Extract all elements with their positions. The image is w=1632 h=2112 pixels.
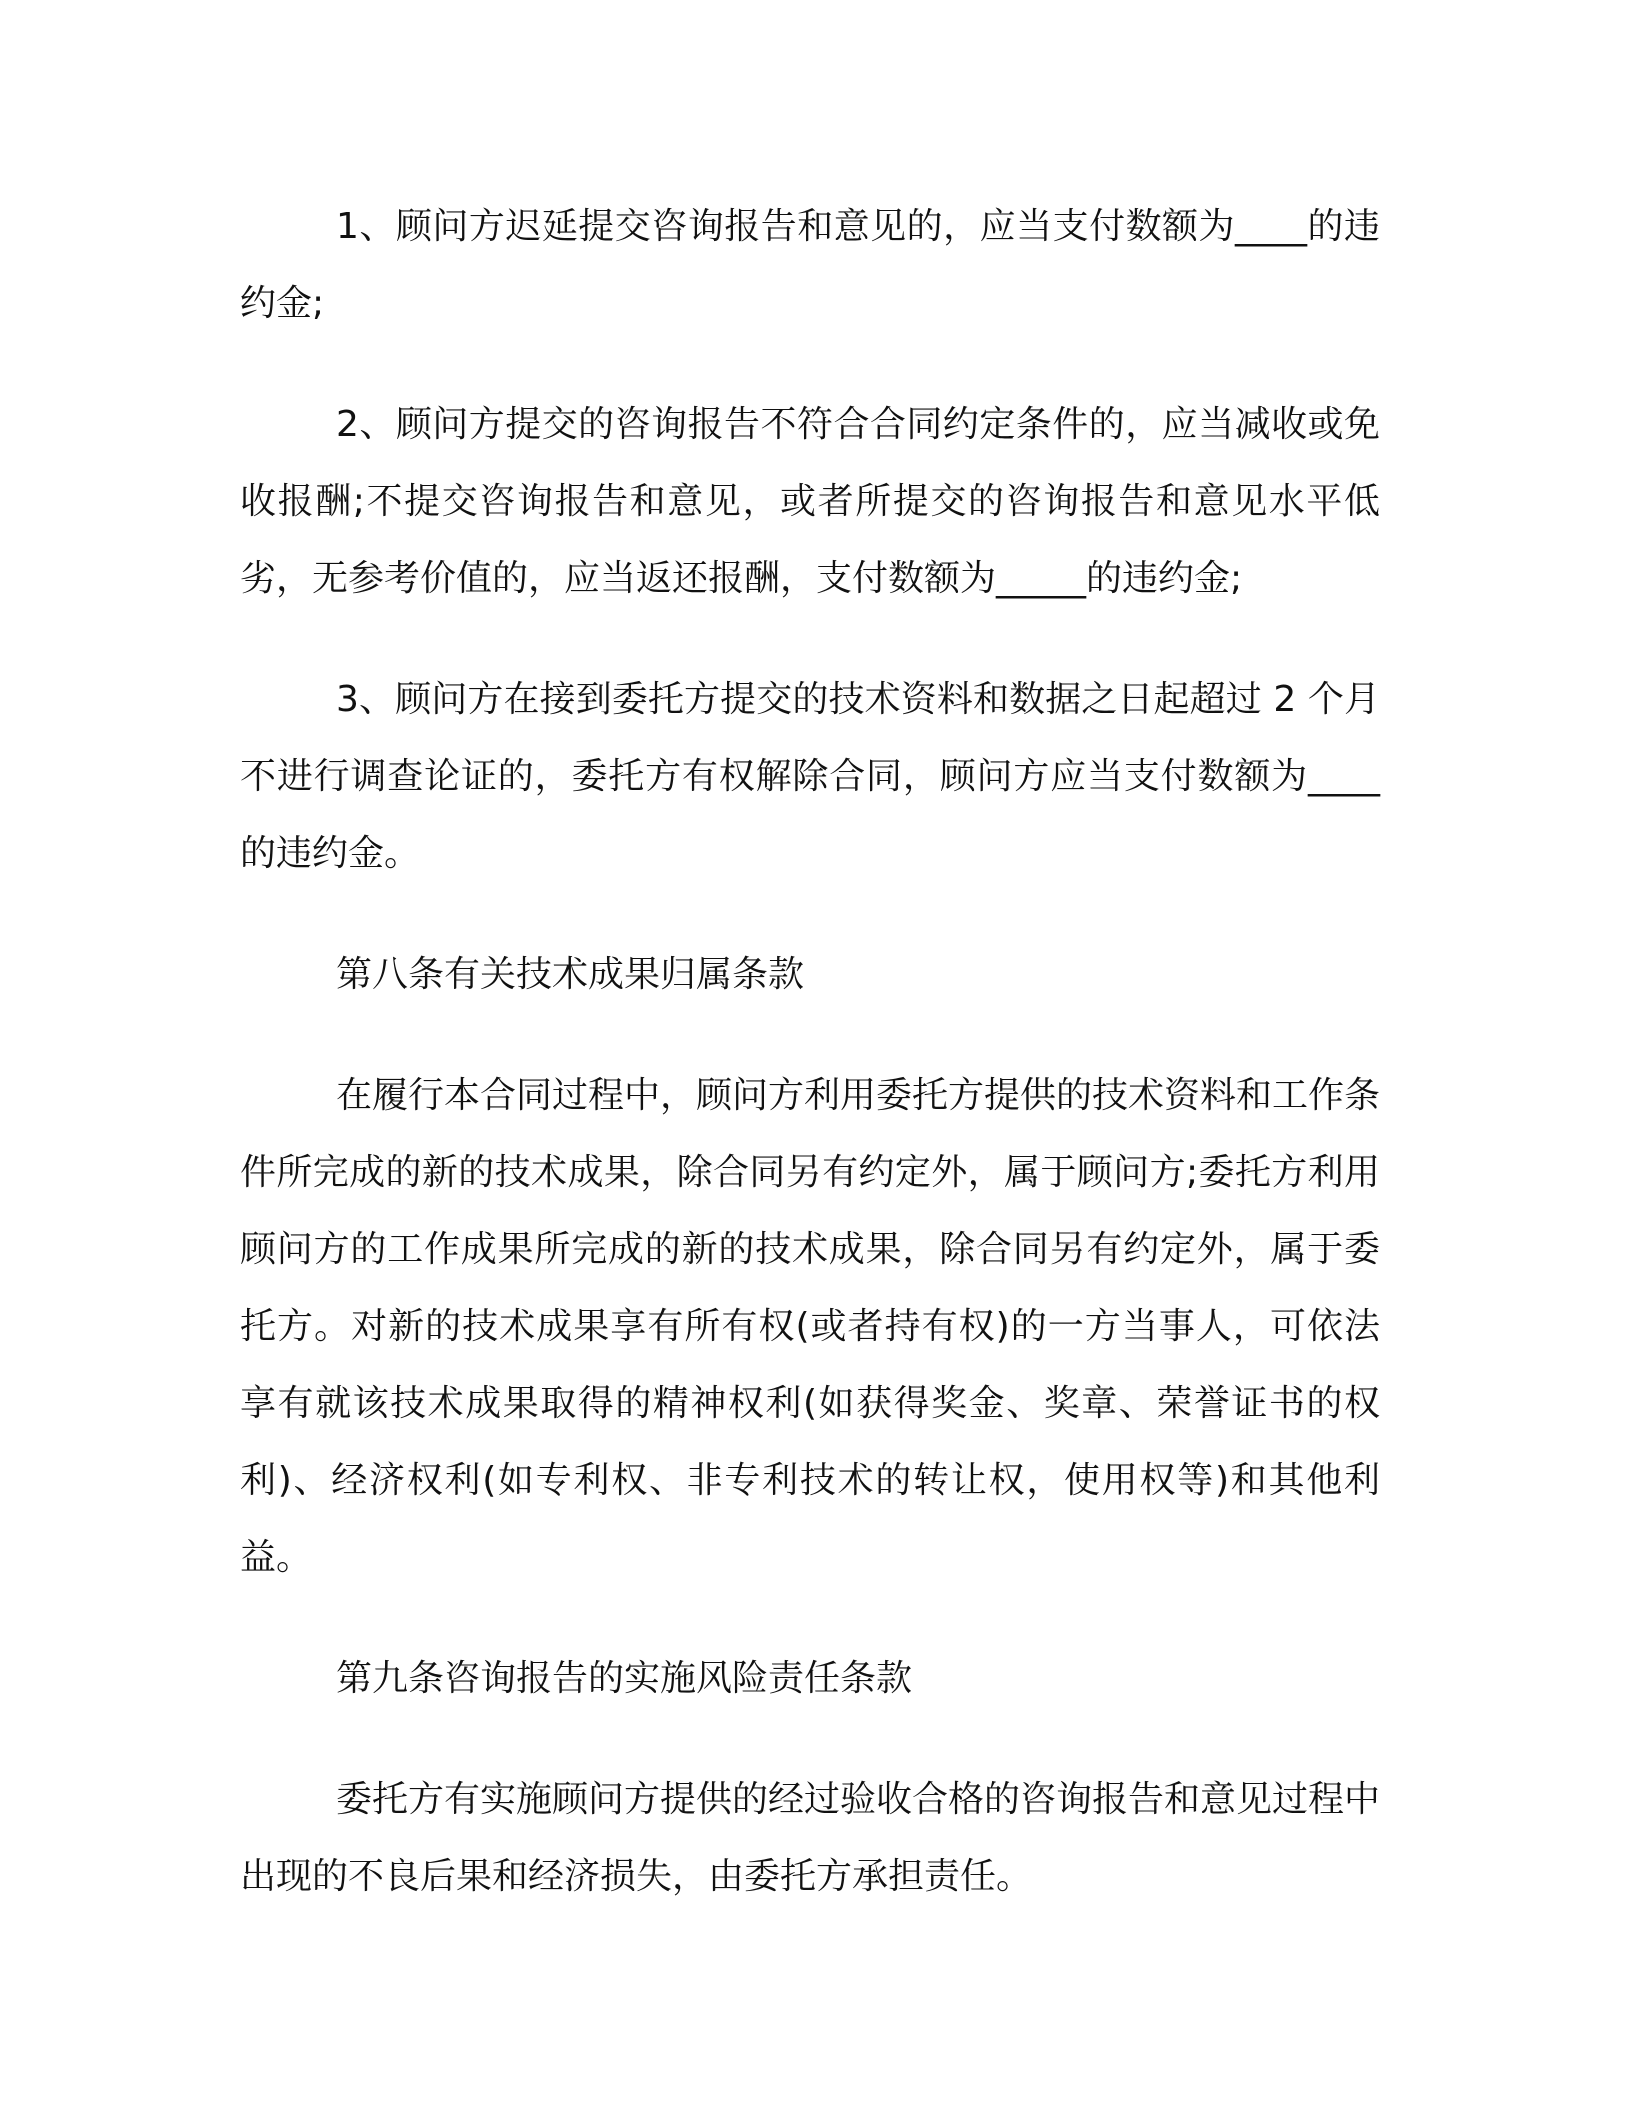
- document-body: [240, 188, 1380, 1959]
- article-8-heading: 第八条有关技术成果归属条款: [336, 954, 805, 995]
- article-8-body-paragraph: 在履行本合同过程中，顾问方利用委托方提供的技术资料和工作条件所完成的新的技术成果，除合同另有约定外，属于顾问方;委托方利用顾问方的工作成果所完成的新的技术成果，除合同另有约定外，属于委托方。对新的技术成果享有所有权(或者持有权)的一方当事人，可依法享有就该技术成果取得的精神权利(如获得奖金、奖章、荣誉证书的权利)、经济权利(如专利权、非专利技术的转让权，使用权等)和其他利益。: [240, 1075, 1381, 1578]
- clause-1-paragraph: 1、顾问方迟延提交咨询报告和意见的，应当支付数额为____的违约金;: [240, 206, 1380, 324]
- clause-3-paragraph: 3、顾问方在接到委托方提交的技术资料和数据之日起超过 2 个月不进行调查论证的，委托方有权解除合同，顾问方应当支付数额为____的违约金。: [240, 679, 1380, 874]
- article-9-body-paragraph: 委托方有实施顾问方提供的经过验收合格的咨询报告和意见过程中出现的不良后果和经济损失，由委托方承担责任。: [240, 1779, 1381, 1897]
- article-9-heading: 第九条咨询报告的实施风险责任条款: [336, 1658, 913, 1699]
- clause-2-paragraph: 2、顾问方提交的咨询报告不符合合同约定条件的，应当减收或免收报酬;不提交咨询报告和意见，或者所提交的咨询报告和意见水平低劣，无参考价值的，应当返还报酬，支付数额为_____的违约金;: [240, 404, 1380, 599]
